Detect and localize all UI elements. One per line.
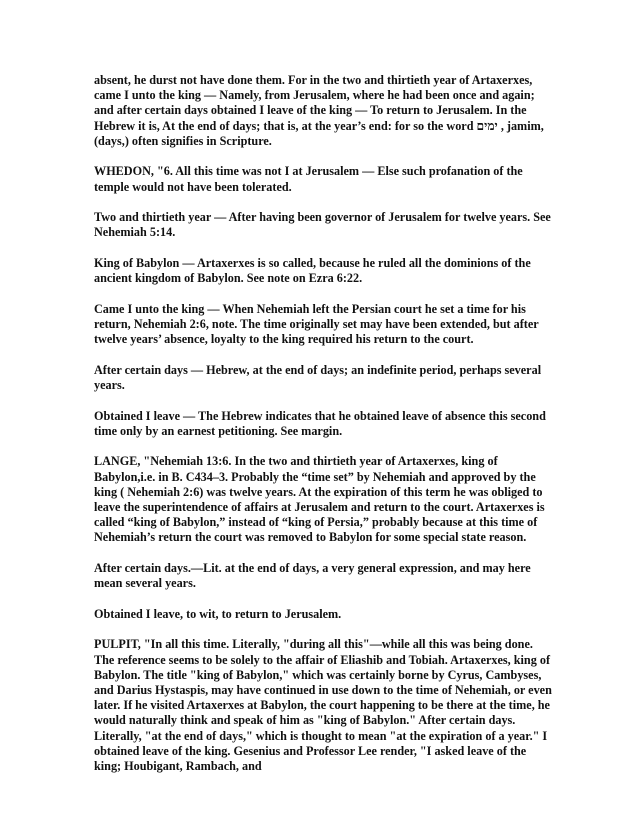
paragraph-king-of-babylon: King of Babylon — Artaxerxes is so called, because he ruled all the dominions of the ancient kingdom of Babylon. See note on Ezra 6:22.	[94, 256, 531, 286]
document-page	[94, 73, 552, 774]
paragraph-lange-intro: LANGE, "Nehemiah 13:6. In the two and thirtieth year of Artaxerxes, king of Babylon,i.e. in B. C434–3. Probably the “time set” by Nehemiah and approved by the king ( Nehemiah 2:6) was twelve years. At the expiration of this term he was obliged to leave the superintendence of affairs at Jerusalem and return to the court. Artaxerxes is called “king of Babylon,” instead of “king of Persia,” probably because at this time of Nehemiah’s return the court was removed to Babylon for some special state reason.	[94, 454, 545, 545]
paragraph-pulpit-intro: PULPIT, "In all this time. Literally, "during all this"—while all this was being done. The reference seems to be solely to the affair of Eliashib and Tobiah. Artaxerxes, king of Babylon. The title "king of Babylon," which was certainly borne by Cyrus, Cambyses, and Darius Hystaspis, may have continued in use down to the time of Nehemiah, or even later. If he visited Artaxerxes at Babylon, the court happening to be there at the time, he would naturally think and speak of him as "king of Babylon." After certain days. Literally, "at the end of days," which is thought to mean "at the expiration of a year." I obtained leave of the king. Gesenius and Professor Lee render, "I asked leave of the king; Houbigant, Rambach, and	[94, 637, 552, 774]
paragraph-wesley-continuation: absent, he durst not have done them. For in the two and thirtieth year of Artaxerxes, came I unto the king — Namely, from Jerusalem, where he had been once and again; and after certain days obtained I leave of the king — To return to Jerusalem. In the Hebrew it is, At the end of days; that is, at the year’s end: for so the word ימים , jamim, (days,) often signifies in Scripture.	[94, 73, 544, 148]
paragraph-came-unto-king: Came I unto the king — When Nehemiah left the Persian court he set a time for his return, Nehemiah 2:6, note. The time originally set may have been extended, but after twelve years’ absence, loyalty to the king required his return to the court.	[94, 301, 539, 347]
paragraph-whedon-intro: WHEDON, "6. All this time was not I at Jerusalem — Else such profanation of the temple would not have been tolerated.	[94, 164, 523, 194]
paragraph-lange-obtained-leave: Obtained I leave, to wit, to return to Jerusalem.	[94, 606, 342, 621]
paragraph-after-certain-days: After certain days — Hebrew, at the end of days; an indefinite period, perhaps several years.	[94, 362, 542, 392]
paragraph-lange-certain-days: After certain days.—Lit. at the end of days, a very general expression, and may here mean several years.	[94, 561, 531, 591]
paragraph-thirtieth-year: Two and thirtieth year — After having been governor of Jerusalem for twelve years. See Nehemiah 5:14.	[94, 210, 551, 240]
paragraph-obtained-leave: Obtained I leave — The Hebrew indicates that he obtained leave of absence this second time only by an earnest petitioning. See margin.	[94, 408, 546, 438]
